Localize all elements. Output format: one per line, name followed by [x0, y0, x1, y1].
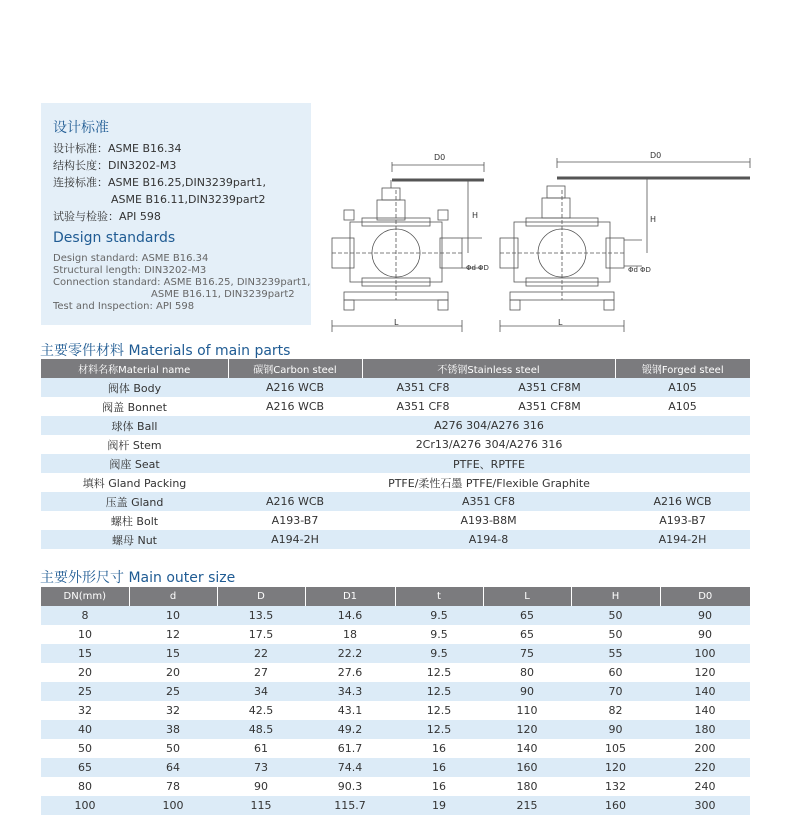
table-row [41, 663, 750, 682]
size-cell: 12 [129, 625, 217, 644]
dim-h-label: H [650, 215, 657, 224]
size-cell: 120 [660, 663, 750, 682]
standard-cn-line: ASME B16.11,DIN3239part2 [111, 193, 266, 206]
header-dn: DN(mm) [41, 587, 129, 606]
table-row [41, 435, 750, 454]
material-cell: A194-2H [228, 530, 362, 549]
size-cell: 180 [660, 720, 750, 739]
table-row [41, 739, 750, 758]
header-stainless-steel: 不锈钢Stainless steel [362, 359, 615, 378]
standard-cn-line: 结构长度：DIN3202-M3 [53, 159, 177, 172]
table-row [41, 758, 750, 777]
size-cell: 300 [660, 796, 750, 815]
size-cell: 120 [483, 720, 571, 739]
material-name: 阀杆 Stem [41, 435, 228, 454]
table-row [41, 397, 750, 416]
size-cell: 140 [660, 701, 750, 720]
size-cell: 50 [571, 606, 660, 625]
size-cell: 18 [305, 625, 395, 644]
size-cell: 140 [660, 682, 750, 701]
standard-cn-line: 连接标准：ASME B16.25,DIN3239part1, [53, 176, 266, 189]
material-name: 压盖 Gland [41, 492, 228, 511]
dim-l-label: L [394, 318, 399, 327]
material-name: 阀盖 Bonnet [41, 397, 228, 416]
table-row [41, 682, 750, 701]
size-cell: 110 [483, 701, 571, 720]
size-cell: 14.6 [305, 606, 395, 625]
material-name: 填料 Gland Packing [41, 473, 228, 492]
table-row [41, 530, 750, 549]
size-cell: 22.2 [305, 644, 395, 663]
size-cell: 32 [129, 701, 217, 720]
size-cell: 20 [129, 663, 217, 682]
standard-en-line: Connection standard: ASME B16.25, DIN3239part1, [53, 277, 311, 288]
dim-d-label: Φd [628, 266, 638, 274]
material-cell: PTFE、RPTFE [228, 454, 750, 473]
header-D: D [217, 587, 305, 606]
standard-cn-line: 设计标准：ASME B16.34 [53, 142, 182, 155]
size-cell: 90 [217, 777, 305, 796]
size-cell: 160 [483, 758, 571, 777]
dim-d-label: Φd [466, 264, 476, 272]
dim-l-label: L [558, 318, 563, 327]
material-cell: A216 WCB [228, 378, 362, 397]
size-cell: 19 [395, 796, 483, 815]
header-D1: D1 [305, 587, 395, 606]
size-cell: 82 [571, 701, 660, 720]
size-cell: 16 [395, 758, 483, 777]
size-cell: 73 [217, 758, 305, 777]
size-cell: 115.7 [305, 796, 395, 815]
table-row [41, 492, 750, 511]
size-cell: 12.5 [395, 701, 483, 720]
materials-header-row [41, 359, 750, 378]
size-cell: 27 [217, 663, 305, 682]
size-cell: 65 [483, 625, 571, 644]
size-cell: 22 [217, 644, 305, 663]
size-cell: 12.5 [395, 720, 483, 739]
size-cell: 25 [41, 682, 129, 701]
table-row [41, 720, 750, 739]
material-cell: A193-B7 [228, 511, 362, 530]
table-row [41, 473, 750, 492]
header-H: H [571, 587, 660, 606]
valve-drawing-right [492, 150, 762, 335]
size-cell: 50 [571, 625, 660, 644]
standard-en-line: Design standard: ASME B16.34 [53, 253, 209, 264]
dim-d0-label: D0 [434, 153, 446, 162]
size-cell: 100 [129, 796, 217, 815]
material-cell: A193-B7 [615, 511, 750, 530]
size-cell: 180 [483, 777, 571, 796]
sizes-body [41, 606, 750, 815]
material-cell: A194-8 [362, 530, 615, 549]
table-row [41, 511, 750, 530]
design-standards-panel [41, 103, 311, 325]
material-cell: A105 [615, 378, 750, 397]
size-cell: 80 [41, 777, 129, 796]
standard-en-line: Test and Inspection: API 598 [53, 301, 195, 312]
material-cell: A193-B8M [362, 511, 615, 530]
material-cell: A351 CF8 [362, 397, 484, 416]
size-cell: 10 [41, 625, 129, 644]
material-cell: A194-2H [615, 530, 750, 549]
dim-d0-label: D0 [650, 151, 662, 160]
table-row [41, 625, 750, 644]
material-cell: A105 [615, 397, 750, 416]
material-name: 阀体 Body [41, 378, 228, 397]
size-cell: 61 [217, 739, 305, 758]
size-cell: 32 [41, 701, 129, 720]
size-cell: 240 [660, 777, 750, 796]
size-cell: 74.4 [305, 758, 395, 777]
dim-D-label: ΦD [640, 266, 651, 274]
size-cell: 34.3 [305, 682, 395, 701]
size-cell: 15 [129, 644, 217, 663]
size-cell: 13.5 [217, 606, 305, 625]
size-cell: 215 [483, 796, 571, 815]
size-cell: 15 [41, 644, 129, 663]
size-cell: 90 [571, 720, 660, 739]
material-cell: A351 CF8 [362, 378, 484, 397]
table-row [41, 378, 750, 397]
sizes-title: 主要外形尺寸 Main outer size [40, 570, 236, 586]
header-material-name: 材料名称Material name [41, 359, 228, 378]
size-cell: 55 [571, 644, 660, 663]
material-cell: PTFE/柔性石墨 PTFE/Flexible Graphite [228, 473, 750, 492]
size-cell: 34 [217, 682, 305, 701]
size-cell: 132 [571, 777, 660, 796]
material-cell: A216 WCB [228, 492, 362, 511]
size-cell: 160 [571, 796, 660, 815]
size-cell: 40 [41, 720, 129, 739]
size-cell: 100 [660, 644, 750, 663]
size-cell: 90 [483, 682, 571, 701]
material-cell: A216 WCB [615, 492, 750, 511]
size-cell: 20 [41, 663, 129, 682]
material-cell: A351 CF8 [362, 492, 615, 511]
size-cell: 75 [483, 644, 571, 663]
dim-D-label: ΦD [478, 264, 489, 272]
table-row [41, 777, 750, 796]
size-cell: 100 [41, 796, 129, 815]
size-cell: 9.5 [395, 644, 483, 663]
size-cell: 9.5 [395, 625, 483, 644]
header-d: d [129, 587, 217, 606]
size-cell: 200 [660, 739, 750, 758]
header-forged-steel: 锻钢Forged steel [615, 359, 750, 378]
materials-title: 主要零件材料 Materials of main parts [40, 343, 291, 359]
size-cell: 25 [129, 682, 217, 701]
size-cell: 78 [129, 777, 217, 796]
sizes-table [41, 587, 750, 815]
table-row [41, 644, 750, 663]
size-cell: 8 [41, 606, 129, 625]
table-row [41, 416, 750, 435]
size-cell: 9.5 [395, 606, 483, 625]
material-cell: A276 304/A276 316 [228, 416, 750, 435]
standards-en-title: Design standards [53, 230, 176, 246]
material-cell: A216 WCB [228, 397, 362, 416]
size-cell: 12.5 [395, 663, 483, 682]
material-name: 阀座 Seat [41, 454, 228, 473]
size-cell: 105 [571, 739, 660, 758]
table-row [41, 606, 750, 625]
size-cell: 61.7 [305, 739, 395, 758]
material-cell: A351 CF8M [484, 397, 615, 416]
header-t: t [395, 587, 483, 606]
size-cell: 17.5 [217, 625, 305, 644]
materials-table [41, 359, 750, 549]
size-cell: 49.2 [305, 720, 395, 739]
header-D0: D0 [660, 587, 750, 606]
size-cell: 70 [571, 682, 660, 701]
valve-drawing-left [322, 150, 492, 335]
size-cell: 140 [483, 739, 571, 758]
size-cell: 16 [395, 777, 483, 796]
sizes-header-row [41, 587, 750, 606]
size-cell: 80 [483, 663, 571, 682]
standard-cn-line: 试验与检验：API 598 [53, 210, 161, 223]
size-cell: 90.3 [305, 777, 395, 796]
size-cell: 120 [571, 758, 660, 777]
size-cell: 10 [129, 606, 217, 625]
dim-h-label: H [472, 211, 479, 220]
material-name: 球体 Ball [41, 416, 228, 435]
size-cell: 12.5 [395, 682, 483, 701]
size-cell: 48.5 [217, 720, 305, 739]
size-cell: 27.6 [305, 663, 395, 682]
size-cell: 64 [129, 758, 217, 777]
size-cell: 42.5 [217, 701, 305, 720]
size-cell: 220 [660, 758, 750, 777]
material-name: 螺柱 Bolt [41, 511, 228, 530]
size-cell: 90 [660, 625, 750, 644]
table-row [41, 701, 750, 720]
header-carbon-steel: 碳钢Carbon steel [228, 359, 362, 378]
material-cell: 2Cr13/A276 304/A276 316 [228, 435, 750, 454]
standards-cn-title: 设计标准 [53, 120, 109, 136]
size-cell: 50 [129, 739, 217, 758]
material-cell: A351 CF8M [484, 378, 615, 397]
size-cell: 65 [483, 606, 571, 625]
table-row [41, 796, 750, 815]
size-cell: 65 [41, 758, 129, 777]
size-cell: 16 [395, 739, 483, 758]
size-cell: 115 [217, 796, 305, 815]
size-cell: 43.1 [305, 701, 395, 720]
size-cell: 90 [660, 606, 750, 625]
size-cell: 38 [129, 720, 217, 739]
size-cell: 50 [41, 739, 129, 758]
standard-en-line: ASME B16.11, DIN3239part2 [151, 289, 295, 300]
material-name: 螺母 Nut [41, 530, 228, 549]
size-cell: 60 [571, 663, 660, 682]
header-L: L [483, 587, 571, 606]
standard-en-line: Structural length: DIN3202-M3 [53, 265, 207, 276]
table-row [41, 454, 750, 473]
